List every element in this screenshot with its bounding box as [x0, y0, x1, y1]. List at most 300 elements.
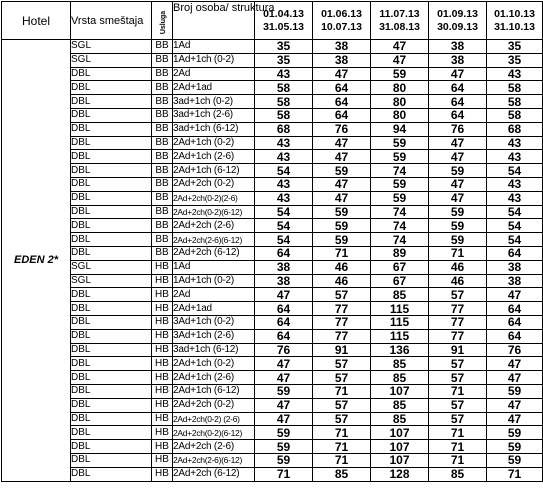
price-cell: 57: [313, 288, 371, 302]
room-type-cell: DBL: [71, 371, 152, 385]
structure-cell: 2Ad+1ch (6-12): [173, 164, 255, 178]
price-cell: 107: [371, 440, 429, 454]
table-row: [2, 136, 543, 150]
table-row: [2, 398, 543, 412]
price-cell: 47: [313, 150, 371, 164]
price-cell: 47: [313, 191, 371, 205]
price-cell: 59: [487, 426, 543, 440]
price-cell: 58: [255, 108, 313, 122]
price-cell: 57: [429, 398, 487, 412]
price-cell: 74: [371, 233, 429, 247]
structure-cell: 2Ad+1ch (0-2): [173, 357, 255, 371]
service-cell: BB: [152, 67, 173, 81]
table-row: [2, 467, 543, 481]
service-cell: HB: [152, 274, 173, 288]
price-cell: 54: [487, 219, 543, 233]
price-cell: 64: [487, 246, 543, 260]
hotel-name-cell: EDEN 2*: [2, 40, 71, 482]
period-from: 01.10.13: [494, 7, 535, 20]
price-cell: 64: [313, 81, 371, 95]
price-cell: 85: [429, 467, 487, 481]
price-cell: 115: [371, 315, 429, 329]
structure-cell: 2Ad+1ch (6-12): [173, 384, 255, 398]
price-table-body: [2, 40, 543, 482]
structure-cell: 3ad+1ch (0-2): [173, 95, 255, 109]
price-cell: 43: [487, 191, 543, 205]
price-cell: 43: [255, 191, 313, 205]
price-cell: 47: [429, 150, 487, 164]
structure-cell: 2Ad+2ch(0-2)(2-6): [173, 191, 255, 205]
service-cell: BB: [152, 40, 173, 54]
period-from: 01.06.13: [321, 7, 362, 20]
service-cell: HB: [152, 384, 173, 398]
price-cell: 47: [313, 177, 371, 191]
price-cell: 47: [487, 371, 543, 385]
price-cell: 58: [487, 95, 543, 109]
price-cell: 43: [487, 67, 543, 81]
price-cell: 115: [371, 329, 429, 343]
table-row: [2, 233, 543, 247]
service-cell: HB: [152, 357, 173, 371]
table-row: [2, 371, 543, 385]
price-cell: 47: [255, 398, 313, 412]
service-cell: HB: [152, 343, 173, 357]
price-cell: 59: [313, 205, 371, 219]
price-cell: 43: [487, 136, 543, 150]
table-row: [2, 412, 543, 426]
price-cell: 46: [313, 260, 371, 274]
table-row: [2, 122, 543, 136]
price-cell: 71: [429, 453, 487, 467]
price-cell: 47: [255, 412, 313, 426]
price-cell: 58: [255, 95, 313, 109]
price-cell: 47: [313, 67, 371, 81]
structure-cell: 2Ad+1ch (2-6): [173, 371, 255, 385]
header-structure: Broj osoba/ struktura: [173, 2, 255, 40]
period-from: 11.07.13: [379, 7, 420, 20]
price-cell: 77: [429, 302, 487, 316]
structure-cell: 1Ad: [173, 40, 255, 54]
structure-cell: 2Ad+2ch(2-6)(6-12): [173, 233, 255, 247]
service-cell: BB: [152, 150, 173, 164]
service-cell: HB: [152, 315, 173, 329]
price-cell: 57: [429, 412, 487, 426]
price-cell: 58: [255, 81, 313, 95]
price-cell: 85: [371, 288, 429, 302]
price-cell: 85: [371, 412, 429, 426]
price-cell: 43: [487, 177, 543, 191]
price-cell: 71: [429, 440, 487, 454]
structure-cell: 2Ad+2ch(2-6)(6-12): [173, 453, 255, 467]
price-cell: 59: [429, 205, 487, 219]
price-cell: 35: [487, 40, 543, 54]
price-cell: 64: [255, 329, 313, 343]
room-type-cell: DBL: [71, 122, 152, 136]
room-type-cell: DBL: [71, 288, 152, 302]
table-row: [2, 260, 543, 274]
price-cell: 71: [313, 426, 371, 440]
price-cell: 57: [313, 357, 371, 371]
price-cell: 64: [313, 95, 371, 109]
price-cell: 43: [487, 150, 543, 164]
service-cell: BB: [152, 81, 173, 95]
price-cell: 59: [313, 164, 371, 178]
price-cell: 128: [371, 467, 429, 481]
room-type-cell: DBL: [71, 233, 152, 247]
price-cell: 38: [487, 260, 543, 274]
room-type-cell: SGL: [71, 40, 152, 54]
table-row: [2, 67, 543, 81]
room-type-cell: DBL: [71, 150, 152, 164]
structure-cell: 2Ad+2ch (2-6): [173, 219, 255, 233]
room-type-cell: DBL: [71, 467, 152, 481]
structure-cell: 2Ad+2ch(0-2)(6-12): [173, 426, 255, 440]
price-cell: 47: [371, 40, 429, 54]
table-row: [2, 274, 543, 288]
price-cell: 64: [429, 95, 487, 109]
price-cell: 59: [255, 440, 313, 454]
price-cell: 38: [429, 40, 487, 54]
table-row: [2, 302, 543, 316]
price-cell: 91: [313, 343, 371, 357]
price-cell: 68: [255, 122, 313, 136]
price-cell: 74: [371, 219, 429, 233]
room-type-cell: DBL: [71, 205, 152, 219]
price-cell: 59: [255, 426, 313, 440]
price-cell: 64: [429, 81, 487, 95]
price-cell: 85: [313, 467, 371, 481]
header-service-label: Usluga: [160, 10, 168, 34]
structure-cell: 2Ad+1ad: [173, 81, 255, 95]
price-cell: 71: [429, 384, 487, 398]
price-cell: 94: [371, 122, 429, 136]
room-type-cell: DBL: [71, 315, 152, 329]
price-cell: 71: [429, 426, 487, 440]
price-cell: 64: [255, 302, 313, 316]
price-cell: 80: [371, 81, 429, 95]
price-cell: 77: [429, 329, 487, 343]
price-cell: 67: [371, 260, 429, 274]
service-cell: BB: [152, 219, 173, 233]
service-cell: BB: [152, 53, 173, 67]
room-type-cell: DBL: [71, 343, 152, 357]
room-type-cell: DBL: [71, 95, 152, 109]
header-hotel: Hotel: [2, 2, 71, 40]
table-row: [2, 40, 543, 54]
price-cell: 67: [371, 274, 429, 288]
structure-cell: 2Ad+2ch (0-2): [173, 177, 255, 191]
price-cell: 59: [371, 67, 429, 81]
structure-cell: 2Ad+1ch (2-6): [173, 150, 255, 164]
price-table: [1, 1, 543, 482]
price-cell: 54: [255, 233, 313, 247]
price-cell: 38: [429, 53, 487, 67]
price-cell: 76: [487, 343, 543, 357]
table-row: [2, 246, 543, 260]
service-cell: BB: [152, 164, 173, 178]
structure-cell: 3Ad+1ch (2-6): [173, 329, 255, 343]
price-cell: 59: [255, 453, 313, 467]
structure-cell: 1Ad+1ch (0-2): [173, 53, 255, 67]
price-cell: 107: [371, 453, 429, 467]
structure-cell: 2Ad+2ch (6-12): [173, 467, 255, 481]
structure-cell: 2Ad+2ch(0-2)(6-12): [173, 205, 255, 219]
price-cell: 58: [487, 81, 543, 95]
structure-cell: 3Ad+1ch (0-2): [173, 315, 255, 329]
price-cell: 89: [371, 246, 429, 260]
price-cell: 76: [255, 343, 313, 357]
price-cell: 71: [313, 384, 371, 398]
table-row: [2, 81, 543, 95]
room-type-cell: DBL: [71, 302, 152, 316]
price-cell: 35: [255, 53, 313, 67]
price-cell: 74: [371, 164, 429, 178]
price-cell: 115: [371, 302, 429, 316]
price-cell: 59: [429, 233, 487, 247]
structure-cell: 1Ad: [173, 260, 255, 274]
price-cell: 59: [371, 191, 429, 205]
structure-cell: 3ad+1ch (6-12): [173, 122, 255, 136]
service-cell: HB: [152, 398, 173, 412]
service-cell: BB: [152, 95, 173, 109]
price-cell: 43: [255, 136, 313, 150]
header-row: [2, 2, 543, 40]
structure-cell: 3ad+1ch (2-6): [173, 108, 255, 122]
price-cell: 77: [313, 329, 371, 343]
service-cell: HB: [152, 412, 173, 426]
price-cell: 76: [313, 122, 371, 136]
price-cell: 64: [255, 246, 313, 260]
price-cell: 59: [371, 136, 429, 150]
header-period-4: [429, 2, 487, 40]
service-cell: BB: [152, 191, 173, 205]
price-cell: 47: [371, 53, 429, 67]
price-cell: 38: [255, 274, 313, 288]
table-row: [2, 384, 543, 398]
price-cell: 71: [313, 453, 371, 467]
structure-cell: 2Ad+1ad: [173, 302, 255, 316]
table-row: [2, 343, 543, 357]
price-cell: 47: [487, 398, 543, 412]
table-row: [2, 453, 543, 467]
price-cell: 59: [487, 440, 543, 454]
price-cell: 136: [371, 343, 429, 357]
room-type-cell: SGL: [71, 260, 152, 274]
price-cell: 64: [487, 315, 543, 329]
price-cell: 57: [429, 288, 487, 302]
price-cell: 74: [371, 205, 429, 219]
table-row: [2, 440, 543, 454]
period-to: 31.05.13: [263, 20, 304, 33]
period-from: 01.04.13: [263, 7, 304, 20]
price-cell: 47: [255, 357, 313, 371]
price-cell: 68: [487, 122, 543, 136]
table-row: [2, 108, 543, 122]
room-type-cell: DBL: [71, 357, 152, 371]
price-cell: 43: [255, 177, 313, 191]
room-type-cell: DBL: [71, 426, 152, 440]
price-cell: 38: [313, 40, 371, 54]
price-cell: 54: [255, 219, 313, 233]
room-type-cell: DBL: [71, 191, 152, 205]
price-cell: 71: [429, 246, 487, 260]
price-cell: 38: [255, 260, 313, 274]
table-row: [2, 288, 543, 302]
service-cell: BB: [152, 136, 173, 150]
price-cell: 107: [371, 426, 429, 440]
price-cell: 38: [487, 274, 543, 288]
price-cell: 77: [313, 315, 371, 329]
period-from: 01.09.13: [437, 7, 478, 20]
price-cell: 71: [487, 467, 543, 481]
room-type-cell: DBL: [71, 398, 152, 412]
header-period-3: [371, 2, 429, 40]
header-period-1: [255, 2, 313, 40]
price-cell: 46: [429, 260, 487, 274]
service-cell: BB: [152, 108, 173, 122]
price-cell: 59: [429, 164, 487, 178]
table-row: [2, 164, 543, 178]
room-type-cell: DBL: [71, 246, 152, 260]
service-cell: HB: [152, 329, 173, 343]
header-room-type: Vrsta smeštaja: [71, 2, 152, 40]
room-type-cell: DBL: [71, 81, 152, 95]
structure-cell: 2Ad: [173, 288, 255, 302]
price-cell: 80: [371, 108, 429, 122]
price-cell: 38: [313, 53, 371, 67]
header-service: [152, 2, 173, 40]
price-cell: 71: [313, 440, 371, 454]
price-cell: 59: [371, 150, 429, 164]
price-cell: 85: [371, 398, 429, 412]
service-cell: HB: [152, 302, 173, 316]
price-cell: 35: [255, 40, 313, 54]
table-row: [2, 315, 543, 329]
price-cell: 57: [313, 371, 371, 385]
structure-cell: 2Ad+1ch (0-2): [173, 136, 255, 150]
room-type-cell: DBL: [71, 164, 152, 178]
structure-cell: 2Ad+2ch (0-2): [173, 398, 255, 412]
price-cell: 107: [371, 384, 429, 398]
price-cell: 57: [429, 357, 487, 371]
price-cell: 43: [255, 150, 313, 164]
price-cell: 59: [429, 219, 487, 233]
price-cell: 43: [255, 67, 313, 81]
price-cell: 77: [429, 315, 487, 329]
room-type-cell: DBL: [71, 440, 152, 454]
service-cell: HB: [152, 260, 173, 274]
service-cell: HB: [152, 467, 173, 481]
room-type-cell: SGL: [71, 53, 152, 67]
room-type-cell: DBL: [71, 67, 152, 81]
price-cell: 46: [313, 274, 371, 288]
price-cell: 59: [313, 219, 371, 233]
table-row: [2, 191, 543, 205]
service-cell: HB: [152, 440, 173, 454]
table-row: [2, 329, 543, 343]
price-cell: 85: [371, 357, 429, 371]
table-row: [2, 205, 543, 219]
structure-cell: 1Ad+1ch (0-2): [173, 274, 255, 288]
price-cell: 58: [487, 108, 543, 122]
price-cell: 47: [255, 371, 313, 385]
room-type-cell: SGL: [71, 274, 152, 288]
service-cell: BB: [152, 177, 173, 191]
table-row: [2, 219, 543, 233]
room-type-cell: DBL: [71, 136, 152, 150]
service-cell: BB: [152, 246, 173, 260]
service-cell: BB: [152, 205, 173, 219]
service-cell: HB: [152, 288, 173, 302]
price-cell: 57: [429, 371, 487, 385]
price-cell: 64: [429, 108, 487, 122]
structure-cell: 2Ad: [173, 67, 255, 81]
price-cell: 47: [429, 177, 487, 191]
price-cell: 85: [371, 371, 429, 385]
table-row: [2, 53, 543, 67]
header-period-2: [313, 2, 371, 40]
price-cell: 59: [255, 384, 313, 398]
room-type-cell: DBL: [71, 108, 152, 122]
room-type-cell: DBL: [71, 384, 152, 398]
price-cell: 64: [487, 329, 543, 343]
price-cell: 47: [429, 67, 487, 81]
room-type-cell: DBL: [71, 177, 152, 191]
price-cell: 59: [371, 177, 429, 191]
service-cell: BB: [152, 122, 173, 136]
period-to: 31.10.13: [494, 20, 535, 33]
table-row: [2, 177, 543, 191]
price-cell: 47: [487, 412, 543, 426]
price-cell: 64: [487, 302, 543, 316]
price-cell: 35: [487, 53, 543, 67]
price-cell: 77: [313, 302, 371, 316]
price-cell: 47: [313, 136, 371, 150]
table-row: [2, 357, 543, 371]
price-cell: 71: [255, 467, 313, 481]
price-cell: 54: [487, 205, 543, 219]
price-cell: 54: [255, 164, 313, 178]
period-to: 10.07.13: [321, 20, 362, 33]
structure-cell: 2Ad+2ch (2-6): [173, 440, 255, 454]
price-cell: 54: [487, 164, 543, 178]
price-cell: 64: [313, 108, 371, 122]
price-cell: 57: [313, 398, 371, 412]
price-cell: 59: [313, 233, 371, 247]
price-cell: 47: [487, 288, 543, 302]
table-row: [2, 95, 543, 109]
price-cell: 46: [429, 274, 487, 288]
service-cell: HB: [152, 371, 173, 385]
price-cell: 80: [371, 95, 429, 109]
price-cell: 47: [429, 136, 487, 150]
room-type-cell: DBL: [71, 329, 152, 343]
table-row: [2, 426, 543, 440]
room-type-cell: DBL: [71, 412, 152, 426]
price-cell: 59: [487, 384, 543, 398]
period-to: 31.08.13: [379, 20, 420, 33]
price-cell: 54: [487, 233, 543, 247]
service-cell: HB: [152, 426, 173, 440]
room-type-cell: DBL: [71, 219, 152, 233]
price-cell: 47: [487, 357, 543, 371]
service-cell: BB: [152, 233, 173, 247]
service-cell: HB: [152, 453, 173, 467]
price-cell: 47: [255, 288, 313, 302]
period-to: 30.09.13: [437, 20, 478, 33]
structure-cell: 2Ad+2ch (6-12): [173, 246, 255, 260]
price-cell: 91: [429, 343, 487, 357]
